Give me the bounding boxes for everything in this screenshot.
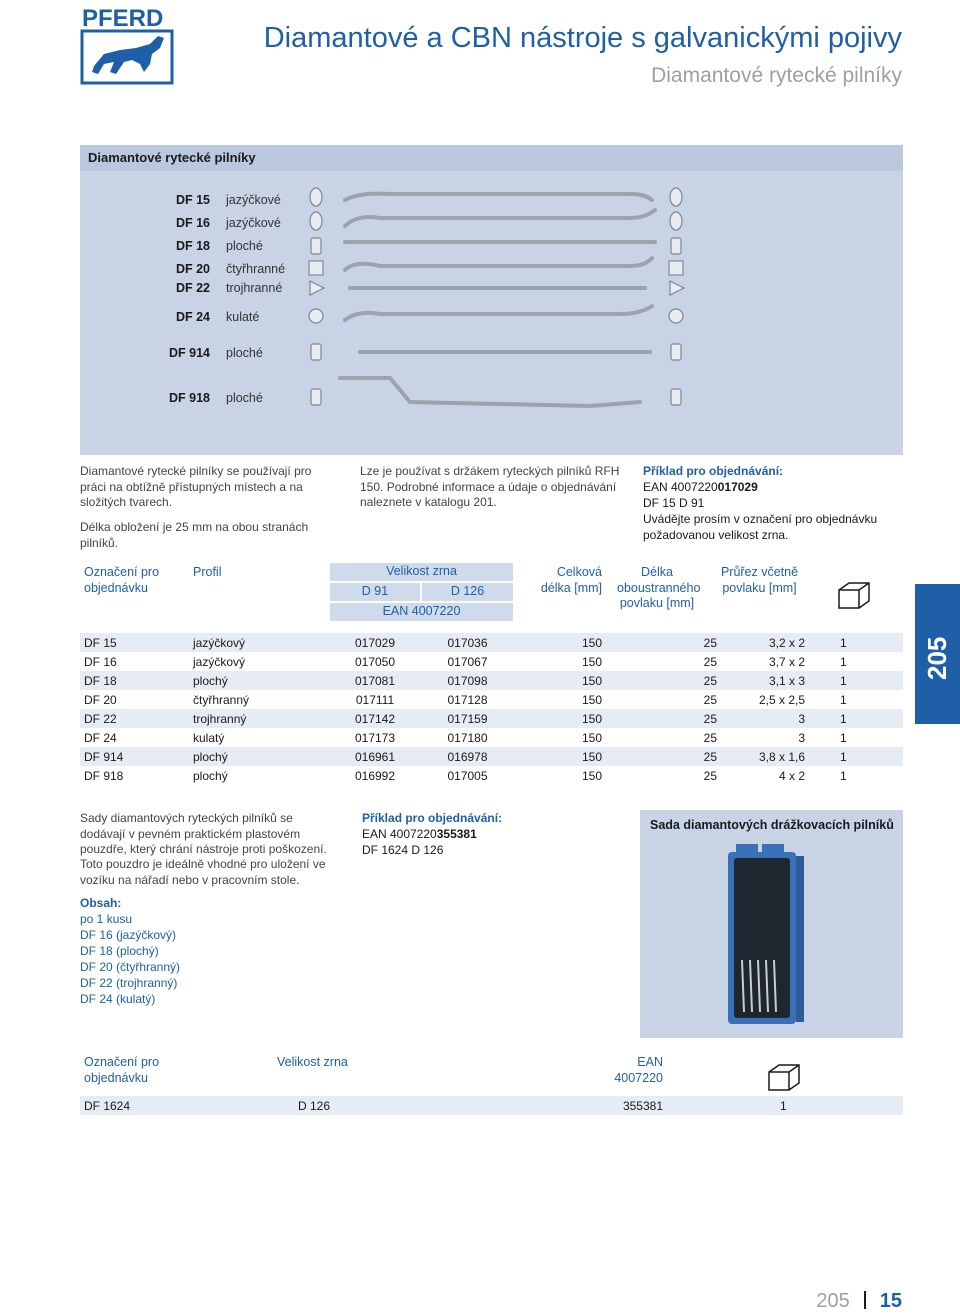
cell-profile: kulatý bbox=[193, 731, 225, 745]
table-row bbox=[80, 747, 903, 766]
cell-d126: 017159 bbox=[447, 712, 488, 726]
contents-item: DF 18 (plochý) bbox=[80, 944, 159, 958]
figure-code: DF 15 bbox=[175, 193, 210, 207]
table-row bbox=[80, 709, 903, 728]
col-header-grit: Velikost zrna bbox=[330, 563, 513, 581]
cell-cross-section: 4 x 2 bbox=[778, 769, 805, 783]
cell-d126: 017005 bbox=[447, 769, 488, 783]
cell-coat-length: 25 bbox=[703, 731, 717, 745]
table-row bbox=[80, 690, 903, 709]
cell-code: DF 24 bbox=[84, 731, 117, 745]
cell-coat-length: 25 bbox=[703, 693, 717, 707]
col-header-ean: EAN 4007220 bbox=[330, 603, 513, 621]
col-header-cross-section: Průřez včetně povlaku [mm] bbox=[720, 565, 799, 595]
cell-profile: trojhranný bbox=[193, 712, 247, 726]
cell-length: 150 bbox=[581, 636, 602, 650]
ean-prefix: EAN 4007220 bbox=[643, 480, 718, 494]
contents-item: DF 22 (trojhranný) bbox=[80, 976, 178, 990]
cell-code: DF 15 bbox=[84, 636, 117, 650]
cell-coat-length: 25 bbox=[703, 636, 717, 650]
page-subtitle: Diamantové rytecké pilníky bbox=[651, 64, 902, 87]
set-case-image bbox=[700, 840, 830, 1035]
figure-code: DF 914 bbox=[169, 346, 210, 360]
cell-code: DF 22 bbox=[84, 712, 117, 726]
intro-text-3: Lze je používat s držákem ryteckých pilníků RFH 150. Podrobné informace a údaje o objednávání naleznete v katalogu 201. bbox=[360, 464, 620, 509]
ean-suffix: 017029 bbox=[717, 480, 758, 494]
cell-coat-length: 25 bbox=[703, 674, 717, 688]
cell-d91: 017029 bbox=[354, 636, 396, 650]
cell-d126: 016978 bbox=[447, 750, 488, 764]
package-icon bbox=[766, 1062, 802, 1094]
figure-code: DF 18 bbox=[175, 239, 210, 253]
table-row bbox=[80, 671, 903, 690]
cell-grit: D 126 bbox=[298, 1099, 331, 1113]
contents-item: DF 20 (čtyřhranný) bbox=[80, 960, 181, 974]
cell-cross-section: 3,2 x 2 bbox=[768, 636, 805, 650]
cell-length: 150 bbox=[581, 674, 602, 688]
table-row bbox=[80, 652, 903, 671]
cell-qty: 1 bbox=[840, 750, 847, 764]
catalog-number: 205 bbox=[816, 1290, 850, 1312]
cell-d91: 017142 bbox=[354, 712, 396, 726]
cell-qty: 1 bbox=[840, 674, 847, 688]
figure-profile: čtyřhranné bbox=[226, 262, 286, 276]
cell-code: DF 914 bbox=[84, 750, 124, 764]
ean-prefix: EAN 4007220 bbox=[362, 827, 437, 841]
cell-length: 150 bbox=[581, 655, 602, 669]
cell-cross-section: 2,5 x 2,5 bbox=[758, 693, 805, 707]
pferd-logo bbox=[80, 4, 176, 86]
col-header-d91: D 91 bbox=[330, 583, 420, 601]
figure-code: DF 20 bbox=[175, 262, 210, 276]
order-example-line2: DF 15 D 91 bbox=[643, 496, 705, 510]
table-row bbox=[80, 766, 903, 785]
set-description-2: Toto pouzdro je ideálně vhodné pro uložení ve vozíku na nářadí nebo v pracovním stole. bbox=[80, 857, 326, 887]
t2-header-code: Označení pro objednávku bbox=[84, 1055, 160, 1085]
figure-profile: ploché bbox=[226, 239, 263, 253]
cell-ean: 355381 bbox=[622, 1099, 663, 1113]
cell-qty: 1 bbox=[840, 693, 847, 707]
figure-profile: jazýčkové bbox=[226, 193, 281, 207]
contents-item: DF 24 (kulatý) bbox=[80, 992, 156, 1006]
cell-profile: jazýčkový bbox=[193, 636, 246, 650]
cell-coat-length: 25 bbox=[703, 712, 717, 726]
table-row bbox=[80, 1096, 903, 1115]
cell-coat-length: 25 bbox=[703, 655, 717, 669]
cell-coat-length: 25 bbox=[703, 769, 717, 783]
figure-code: DF 918 bbox=[169, 391, 210, 405]
figure-code: DF 16 bbox=[175, 216, 210, 230]
cell-code: DF 918 bbox=[84, 769, 124, 783]
order-example-line3: Uvádějte prosím v označení pro objednávku požadovanou velikost zrna. bbox=[643, 512, 878, 542]
contents-item: DF 16 (jazýčkový) bbox=[80, 928, 177, 942]
intro-text-2: Délka obložení je 25 mm na obou stranách pilníků. bbox=[80, 520, 309, 550]
page-title: Diamantové a CBN nástroje s galvanickými pojivy bbox=[263, 22, 902, 54]
set-order-ean bbox=[362, 827, 477, 843]
cell-d126: 017067 bbox=[447, 655, 488, 669]
col-header-length: Celková délka [mm] bbox=[540, 565, 602, 595]
cell-code: DF 18 bbox=[84, 674, 117, 688]
cell-length: 150 bbox=[581, 769, 602, 783]
cell-length: 150 bbox=[581, 750, 602, 764]
table-row bbox=[80, 633, 903, 652]
table-row bbox=[80, 728, 903, 747]
set-order-line2: DF 1624 D 126 bbox=[362, 843, 444, 857]
cell-profile: plochý bbox=[193, 674, 228, 688]
cell-code: DF 1624 bbox=[84, 1099, 131, 1113]
figure-heading: Diamantové rytecké pilníky bbox=[80, 145, 903, 171]
figure-profile: trojhranné bbox=[226, 281, 283, 295]
cell-profile: čtyřhranný bbox=[193, 693, 250, 707]
cell-d126: 017036 bbox=[447, 636, 488, 650]
section-tab-number: 205 bbox=[922, 636, 952, 680]
cell-d91: 017050 bbox=[354, 655, 396, 669]
cell-cross-section: 3 bbox=[798, 731, 805, 745]
figure-profile: kulaté bbox=[226, 310, 260, 324]
figure-profile: ploché bbox=[226, 391, 263, 405]
figure-code: DF 24 bbox=[175, 310, 210, 324]
order-example-heading: Příklad pro objednávání: bbox=[643, 464, 784, 478]
ean-suffix: 355381 bbox=[436, 827, 477, 841]
figure-profile: jazýčkové bbox=[226, 216, 281, 230]
cell-qty: 1 bbox=[780, 1099, 787, 1113]
set-panel-title: Sada diamantových drážkovacích pilníků bbox=[650, 818, 894, 832]
cell-profile: plochý bbox=[193, 750, 228, 764]
set-description-1: Sady diamantových ryteckých pilníků se dodávají v pevném praktickém plastovém pouzdře, který chrání nástroje proti poškození. bbox=[80, 811, 327, 856]
col-header-coat-length: Délka oboustranného povlaku [mm] bbox=[617, 565, 701, 610]
set-order-heading: Příklad pro objednávání: bbox=[362, 811, 503, 825]
cell-d126: 017098 bbox=[447, 674, 488, 688]
cell-d91: 017173 bbox=[354, 731, 396, 745]
order-example-ean bbox=[643, 480, 903, 496]
col-header-profile: Profil bbox=[193, 565, 222, 579]
contents-item: po 1 kusu bbox=[80, 912, 133, 926]
cell-qty: 1 bbox=[840, 655, 847, 669]
col-header-code: Označení pro objednávku bbox=[84, 565, 160, 595]
page-number: 15 bbox=[879, 1290, 902, 1312]
cell-d91: 017081 bbox=[354, 674, 396, 688]
figure-profile: ploché bbox=[226, 346, 263, 360]
package-icon bbox=[836, 580, 872, 612]
cell-d126: 017128 bbox=[447, 693, 488, 707]
logo-text: PFERD bbox=[82, 5, 164, 32]
cell-length: 150 bbox=[581, 693, 602, 707]
cell-d91: 016992 bbox=[354, 769, 396, 783]
cell-code: DF 16 bbox=[84, 655, 117, 669]
cell-length: 150 bbox=[581, 712, 602, 726]
cell-qty: 1 bbox=[840, 731, 847, 745]
t2-header-ean: EAN 4007220 bbox=[614, 1055, 663, 1085]
cell-coat-length: 25 bbox=[703, 750, 717, 764]
cell-cross-section: 3,8 x 1,6 bbox=[758, 750, 805, 764]
cell-cross-section: 3,7 x 2 bbox=[768, 655, 805, 669]
cell-d91: 017111 bbox=[355, 693, 395, 707]
cell-cross-section: 3 bbox=[798, 712, 805, 726]
cell-qty: 1 bbox=[840, 769, 847, 783]
cell-qty: 1 bbox=[840, 712, 847, 726]
cell-length: 150 bbox=[581, 731, 602, 745]
page-footer bbox=[816, 1290, 902, 1313]
cell-profile: jazýčkový bbox=[193, 655, 246, 669]
cell-profile: plochý bbox=[193, 769, 228, 783]
cell-d126: 017180 bbox=[447, 731, 488, 745]
figure-code: DF 22 bbox=[175, 281, 210, 295]
cell-cross-section: 3,1 x 3 bbox=[768, 674, 805, 688]
cell-d91: 016961 bbox=[354, 750, 396, 764]
cell-code: DF 20 bbox=[84, 693, 117, 707]
intro-text-1: Diamantové rytecké pilníky se používají pro práci na obtížně přístupných místech a na složitých tvarech. bbox=[80, 464, 312, 509]
t2-header-grit: Velikost zrna bbox=[277, 1055, 348, 1069]
col-header-d126: D 126 bbox=[422, 583, 513, 601]
cell-qty: 1 bbox=[840, 636, 847, 650]
files-illustration bbox=[300, 180, 700, 420]
contents-heading: Obsah: bbox=[80, 896, 122, 910]
